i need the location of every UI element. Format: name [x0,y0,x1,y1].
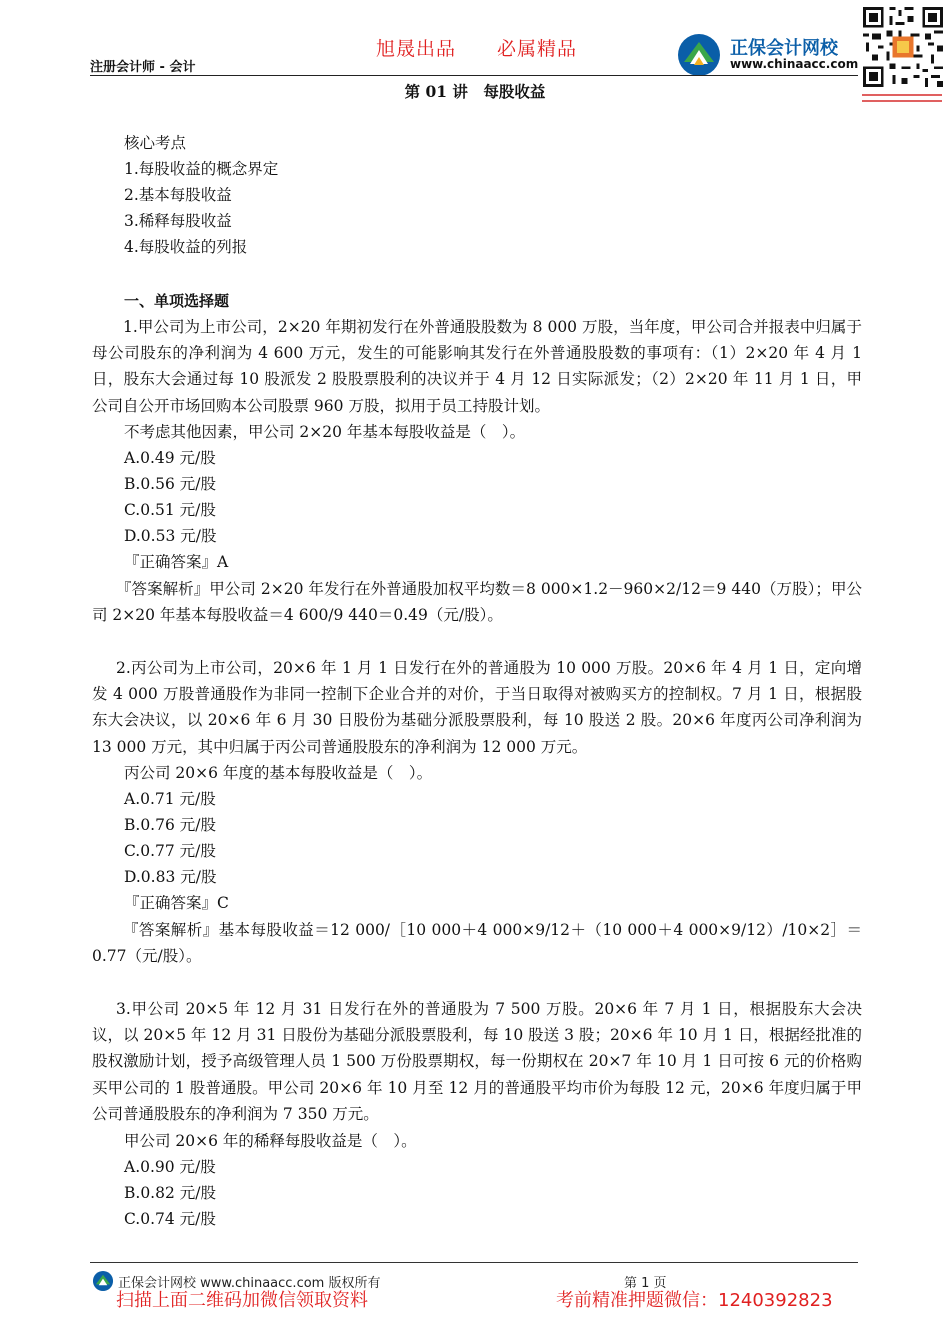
core-heading: 核心考点 [124,134,187,152]
question-2-stem: 2.丙公司为上市公司，20×6 年 1 月 1 日发行在外的普通股为 10 000 万股。20×6 年 4 月 1 日，定向增发 4 000 万股普通股作为非同一控制下企业合并的对价，于当日取得对被购买方的控制权。7 月 1 日，根据股东大会决议，以 20×6 年 6 月 30 日股份为基础分派股票股利，每 10 股送 2 股。20×6 年度丙公司净利润为 13 000 万元，其中归属于丙公司普通股股东的净利润为 12 000 万元。 [92,659,862,756]
question-2-option: C.0.77 元/股 [124,842,216,860]
question-3-stem: 3.甲公司 20×5 年 12 月 31 日发行在外的普通股为 7 500 万股。20×6 年 7 月 1 日，根据股东大会决议，以 20×5 年 12 月 31 日股份为基础分派股票股利，每 10 股送 3 股；20×6 年 10 月 1 日，根据经批准的股权激励计划，授予高级管理人员 1 500 万份股票期权，每一份期权在 20×7 年 10 月 1 日可按 6 元的价格购买甲公司的 1 股普通股。甲公司 20×6 年 10 月至 12 月的普通股平均市价为每股 12 元，20×6 年度归属于甲公司普通股股东的净利润为 7 350 万元。 [92,1000,862,1123]
question-1-ask: 不考虑其他因素，甲公司 2×20 年基本每股收益是（ ）。 [124,423,526,441]
core-item: 4.每股收益的列报 [124,238,248,256]
header-slogan-right: 必属精品 [497,38,578,60]
footer-promo-right: 考前精准押题微信：1240392823 [556,1290,833,1311]
footer-copyright: 正保会计网校 www.chinaacc.com 版权所有 [118,1276,381,1291]
header-slogan-left: 旭晟出品 [376,38,457,60]
footer-page-number: 第 1 页 [624,1276,667,1291]
question-2-ask: 丙公司 20×6 年度的基本每股收益是（ ）。 [124,764,433,782]
question-1-option: C.0.51 元/股 [124,501,216,519]
footer-logo-icon [92,1270,114,1292]
question-3-ask: 甲公司 20×6 年的稀释每股收益是（ ）。 [124,1132,417,1150]
brand-logo-icon [676,32,722,78]
question-3-option: A.0.90 元/股 [124,1158,216,1176]
question-2-analysis: 『答案解析』基本每股收益＝12 000/［10 000＋4 000×9/12＋（10 000＋4 000×9/12）/10×2］＝0.77（元/股）。 [92,921,862,966]
section-title: 一、单项选择题 [124,292,230,310]
core-item: 2.基本每股收益 [124,186,232,204]
question-2-answer: 『正确答案』C [124,894,229,912]
question-2-option: A.0.71 元/股 [124,790,216,808]
brand-name: 正保会计网校 [730,38,838,59]
question-1-option: D.0.53 元/股 [124,527,217,545]
footer-rule [90,1262,858,1263]
brand-logo [676,30,859,78]
question-1-option: A.0.49 元/股 [124,449,216,467]
core-item: 1.每股收益的概念界定 [124,160,279,178]
footer-promo-left: 扫描上面二维码加微信领取资料 [116,1290,368,1311]
page-title: 第 01 讲 每股收益 [404,82,546,101]
question-3-option: B.0.82 元/股 [124,1184,216,1202]
brand-url: www.chinaacc.com [730,57,859,71]
question-1-stem: 1.甲公司为上市公司，2×20 年期初发行在外普通股股数为 8 000 万股，当年度，甲公司合并报表中归属于母公司股东的净利润为 4 600 万元，发生的可能影响其发行在外普通股股数的事项有：（1）2×20 年 4 月 1 日，股东大会通过每 10 股派发 2 股股票股利的决议并于 4 月 12 日实际派发；（2）2×20 年 11 月 1 日，甲公司自公开市场回购本公司股票 960 万股，拟用于员工持股计划。 [92,318,862,415]
question-1-answer: 『正确答案』A [124,553,229,571]
question-2-option: B.0.76 元/股 [124,816,216,834]
question-2-option: D.0.83 元/股 [124,868,217,886]
question-1-option: B.0.56 元/股 [124,475,216,493]
question-1-analysis: 『答案解析』甲公司 2×20 年发行在外普通股加权平均数＝8 000×1.2－960×2/12＝9 440（万股）；甲公司 2×20 年基本每股收益＝4 600/9 440＝0.49（元/股）。 [92,580,862,625]
core-item: 3.稀释每股收益 [124,212,232,230]
qr-code-icon [860,4,946,90]
question-3-option: C.0.74 元/股 [124,1210,216,1228]
header-subject: 注册会计师 - 会计 [90,60,196,75]
header-rule [90,75,858,76]
